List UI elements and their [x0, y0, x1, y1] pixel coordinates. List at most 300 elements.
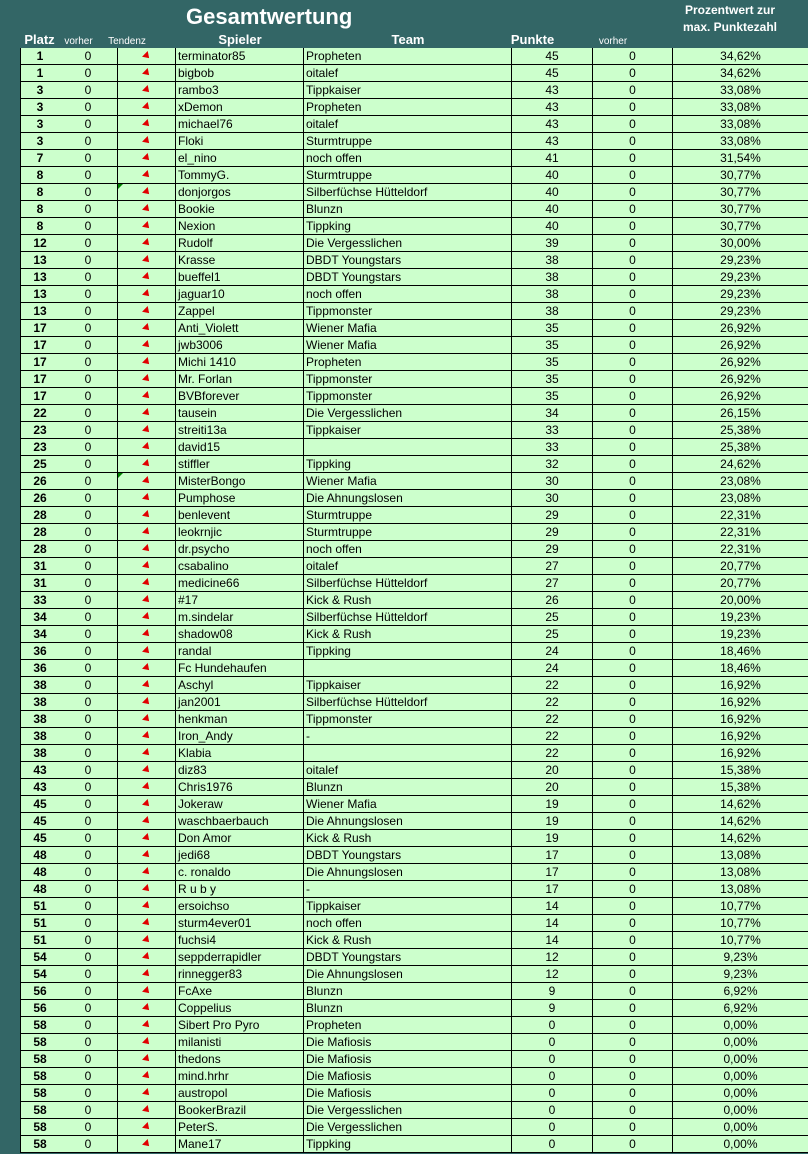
cell-spieler[interactable]: Anti_Violett [176, 320, 304, 337]
cell-vorher2[interactable]: 0 [593, 745, 673, 762]
table-row[interactable] [20, 915, 808, 932]
cell-team[interactable]: Kick & Rush [304, 626, 512, 643]
cell-tendenz[interactable] [118, 1034, 176, 1051]
table-row[interactable] [20, 456, 808, 473]
cell-vorher[interactable]: 0 [59, 1136, 118, 1153]
cell-vorher[interactable]: 0 [59, 507, 118, 524]
cell-punkte[interactable]: 26 [512, 592, 593, 609]
cell-tendenz[interactable] [118, 762, 176, 779]
cell-punkte[interactable]: 22 [512, 728, 593, 745]
table-row[interactable] [20, 1085, 808, 1102]
cell-platz[interactable]: 58 [20, 1068, 60, 1085]
cell-team[interactable]: Die Vergesslichen [304, 235, 512, 252]
cell-punkte[interactable]: 17 [512, 864, 593, 881]
cell-vorher[interactable]: 0 [59, 65, 118, 82]
cell-platz[interactable]: 23 [20, 439, 60, 456]
cell-punkte[interactable]: 40 [512, 167, 593, 184]
cell-vorher2[interactable]: 0 [593, 847, 673, 864]
cell-vorher[interactable]: 0 [59, 813, 118, 830]
cell-percent[interactable]: 34,62% [673, 48, 808, 65]
cell-spieler[interactable]: el_nino [176, 150, 304, 167]
cell-tendenz[interactable] [118, 881, 176, 898]
table-row[interactable] [20, 507, 808, 524]
cell-tendenz[interactable] [118, 337, 176, 354]
cell-punkte[interactable]: 41 [512, 150, 593, 167]
cell-team[interactable]: Die Ahnungslosen [304, 966, 512, 983]
cell-platz[interactable]: 48 [20, 847, 60, 864]
cell-platz[interactable]: 31 [20, 558, 60, 575]
cell-platz[interactable]: 36 [20, 643, 60, 660]
cell-vorher2[interactable]: 0 [593, 932, 673, 949]
cell-team[interactable]: Silberfüchse Hütteldorf [304, 575, 512, 592]
table-row[interactable] [20, 422, 808, 439]
cell-punkte[interactable]: 35 [512, 337, 593, 354]
cell-percent[interactable]: 0,00% [673, 1119, 808, 1136]
cell-team[interactable]: Tippmonster [304, 388, 512, 405]
cell-platz[interactable]: 26 [20, 473, 60, 490]
cell-punkte[interactable]: 22 [512, 677, 593, 694]
cell-percent[interactable]: 33,08% [673, 133, 808, 150]
cell-tendenz[interactable] [118, 371, 176, 388]
cell-team[interactable]: Die Mafiosis [304, 1034, 512, 1051]
cell-tendenz[interactable] [118, 694, 176, 711]
cell-vorher2[interactable]: 0 [593, 1136, 673, 1153]
cell-percent[interactable]: 6,92% [673, 1000, 808, 1017]
cell-vorher[interactable]: 0 [59, 915, 118, 932]
table-row[interactable] [20, 473, 808, 490]
cell-spieler[interactable]: Mr. Forlan [176, 371, 304, 388]
cell-vorher[interactable]: 0 [59, 1051, 118, 1068]
cell-team[interactable]: Die Mafiosis [304, 1068, 512, 1085]
cell-platz[interactable]: 28 [20, 524, 60, 541]
cell-spieler[interactable]: jedi68 [176, 847, 304, 864]
cell-tendenz[interactable] [118, 677, 176, 694]
cell-team[interactable]: Wiener Mafia [304, 320, 512, 337]
table-row[interactable] [20, 728, 808, 745]
cell-punkte[interactable]: 22 [512, 711, 593, 728]
cell-spieler[interactable]: Nexion [176, 218, 304, 235]
cell-vorher[interactable]: 0 [59, 439, 118, 456]
cell-percent[interactable]: 30,77% [673, 184, 808, 201]
cell-vorher2[interactable]: 0 [593, 1068, 673, 1085]
cell-tendenz[interactable] [118, 779, 176, 796]
cell-spieler[interactable]: jwb3006 [176, 337, 304, 354]
cell-vorher2[interactable]: 0 [593, 473, 673, 490]
cell-team[interactable]: Kick & Rush [304, 830, 512, 847]
cell-spieler[interactable]: #17 [176, 592, 304, 609]
cell-tendenz[interactable] [118, 524, 176, 541]
cell-tendenz[interactable] [118, 1068, 176, 1085]
cell-tendenz[interactable] [118, 1085, 176, 1102]
cell-platz[interactable]: 17 [20, 388, 60, 405]
cell-percent[interactable]: 9,23% [673, 949, 808, 966]
table-row[interactable] [20, 371, 808, 388]
cell-percent[interactable]: 16,92% [673, 677, 808, 694]
cell-team[interactable]: DBDT Youngstars [304, 252, 512, 269]
cell-vorher2[interactable]: 0 [593, 150, 673, 167]
cell-vorher[interactable]: 0 [59, 830, 118, 847]
cell-punkte[interactable]: 40 [512, 201, 593, 218]
cell-spieler[interactable]: david15 [176, 439, 304, 456]
cell-vorher[interactable]: 0 [59, 82, 118, 99]
cell-percent[interactable]: 33,08% [673, 116, 808, 133]
cell-percent[interactable]: 25,38% [673, 439, 808, 456]
cell-vorher[interactable]: 0 [59, 1068, 118, 1085]
cell-vorher[interactable]: 0 [59, 1034, 118, 1051]
cell-spieler[interactable]: m.sindelar [176, 609, 304, 626]
cell-percent[interactable]: 16,92% [673, 694, 808, 711]
cell-vorher[interactable]: 0 [59, 711, 118, 728]
cell-tendenz[interactable] [118, 405, 176, 422]
cell-vorher2[interactable]: 0 [593, 99, 673, 116]
cell-tendenz[interactable] [118, 490, 176, 507]
cell-percent[interactable]: 13,08% [673, 864, 808, 881]
cell-punkte[interactable]: 0 [512, 1119, 593, 1136]
cell-tendenz[interactable] [118, 133, 176, 150]
cell-spieler[interactable]: ersoichso [176, 898, 304, 915]
table-row[interactable] [20, 1102, 808, 1119]
cell-vorher2[interactable]: 0 [593, 1017, 673, 1034]
cell-platz[interactable]: 45 [20, 796, 60, 813]
cell-spieler[interactable]: c. ronaldo [176, 864, 304, 881]
table-row[interactable] [20, 813, 808, 830]
cell-spieler[interactable]: Jokeraw [176, 796, 304, 813]
cell-tendenz[interactable] [118, 949, 176, 966]
cell-percent[interactable]: 13,08% [673, 881, 808, 898]
cell-spieler[interactable]: milanisti [176, 1034, 304, 1051]
cell-vorher2[interactable]: 0 [593, 983, 673, 1000]
cell-spieler[interactable]: xDemon [176, 99, 304, 116]
cell-percent[interactable]: 31,54% [673, 150, 808, 167]
cell-tendenz[interactable] [118, 48, 176, 65]
cell-percent[interactable]: 20,77% [673, 558, 808, 575]
cell-vorher[interactable]: 0 [59, 983, 118, 1000]
cell-spieler[interactable]: Krasse [176, 252, 304, 269]
cell-punkte[interactable]: 0 [512, 1034, 593, 1051]
cell-team[interactable]: DBDT Youngstars [304, 847, 512, 864]
cell-tendenz[interactable] [118, 626, 176, 643]
cell-punkte[interactable]: 40 [512, 218, 593, 235]
cell-vorher2[interactable]: 0 [593, 830, 673, 847]
cell-platz[interactable]: 43 [20, 762, 60, 779]
cell-spieler[interactable]: Sibert Pro Pyro [176, 1017, 304, 1034]
cell-platz[interactable]: 51 [20, 898, 60, 915]
cell-spieler[interactable]: R u b y [176, 881, 304, 898]
cell-platz[interactable]: 38 [20, 711, 60, 728]
cell-team[interactable]: Blunzn [304, 201, 512, 218]
cell-platz[interactable]: 34 [20, 626, 60, 643]
cell-tendenz[interactable] [118, 439, 176, 456]
cell-team[interactable]: DBDT Youngstars [304, 269, 512, 286]
cell-percent[interactable]: 6,92% [673, 983, 808, 1000]
cell-vorher[interactable]: 0 [59, 388, 118, 405]
cell-punkte[interactable]: 45 [512, 48, 593, 65]
cell-platz[interactable]: 58 [20, 1119, 60, 1136]
cell-tendenz[interactable] [118, 609, 176, 626]
cell-punkte[interactable]: 20 [512, 779, 593, 796]
cell-spieler[interactable]: Rudolf [176, 235, 304, 252]
cell-spieler[interactable]: Bookie [176, 201, 304, 218]
cell-team[interactable] [304, 439, 512, 456]
cell-spieler[interactable]: tausein [176, 405, 304, 422]
cell-vorher2[interactable]: 0 [593, 898, 673, 915]
table-row[interactable] [20, 235, 808, 252]
cell-spieler[interactable]: streiti13a [176, 422, 304, 439]
cell-tendenz[interactable] [118, 983, 176, 1000]
cell-spieler[interactable]: donjorgos [176, 184, 304, 201]
table-row[interactable] [20, 660, 808, 677]
cell-platz[interactable]: 48 [20, 864, 60, 881]
cell-vorher[interactable]: 0 [59, 677, 118, 694]
table-row[interactable] [20, 1051, 808, 1068]
table-row[interactable] [20, 949, 808, 966]
table-row[interactable] [20, 320, 808, 337]
table-row[interactable] [20, 1034, 808, 1051]
cell-platz[interactable]: 58 [20, 1017, 60, 1034]
cell-platz[interactable]: 38 [20, 677, 60, 694]
cell-team[interactable]: Die Vergesslichen [304, 1102, 512, 1119]
table-row[interactable] [20, 48, 808, 65]
table-row[interactable] [20, 99, 808, 116]
cell-spieler[interactable]: benlevent [176, 507, 304, 524]
cell-platz[interactable]: 28 [20, 541, 60, 558]
cell-team[interactable]: Tippmonster [304, 303, 512, 320]
cell-spieler[interactable]: randal [176, 643, 304, 660]
cell-punkte[interactable]: 39 [512, 235, 593, 252]
cell-platz[interactable]: 8 [20, 184, 60, 201]
cell-punkte[interactable]: 24 [512, 643, 593, 660]
table-row[interactable] [20, 847, 808, 864]
cell-platz[interactable]: 22 [20, 405, 60, 422]
comment-indicator-icon[interactable] [118, 473, 123, 478]
cell-spieler[interactable]: sturm4ever01 [176, 915, 304, 932]
cell-tendenz[interactable] [118, 422, 176, 439]
cell-platz[interactable]: 3 [20, 133, 60, 150]
cell-percent[interactable]: 10,77% [673, 898, 808, 915]
cell-vorher2[interactable]: 0 [593, 592, 673, 609]
cell-tendenz[interactable] [118, 1119, 176, 1136]
cell-team[interactable]: Silberfüchse Hütteldorf [304, 184, 512, 201]
cell-vorher2[interactable]: 0 [593, 541, 673, 558]
cell-vorher2[interactable]: 0 [593, 915, 673, 932]
cell-tendenz[interactable] [118, 473, 176, 490]
cell-percent[interactable]: 14,62% [673, 813, 808, 830]
cell-percent[interactable]: 30,77% [673, 167, 808, 184]
cell-spieler[interactable]: BVBforever [176, 388, 304, 405]
cell-team[interactable]: oitalef [304, 65, 512, 82]
cell-percent[interactable]: 14,62% [673, 796, 808, 813]
cell-platz[interactable]: 45 [20, 830, 60, 847]
cell-vorher2[interactable]: 0 [593, 643, 673, 660]
table-row[interactable] [20, 575, 808, 592]
cell-punkte[interactable]: 19 [512, 813, 593, 830]
cell-vorher[interactable]: 0 [59, 694, 118, 711]
table-row[interactable] [20, 592, 808, 609]
cell-percent[interactable]: 20,77% [673, 575, 808, 592]
cell-team[interactable]: Tippking [304, 218, 512, 235]
cell-vorher2[interactable]: 0 [593, 949, 673, 966]
cell-percent[interactable]: 30,77% [673, 218, 808, 235]
cell-vorher[interactable]: 0 [59, 949, 118, 966]
cell-team[interactable]: Die Mafiosis [304, 1051, 512, 1068]
cell-punkte[interactable]: 43 [512, 82, 593, 99]
cell-percent[interactable]: 26,92% [673, 354, 808, 371]
cell-spieler[interactable]: Chris1976 [176, 779, 304, 796]
cell-vorher2[interactable]: 0 [593, 762, 673, 779]
cell-spieler[interactable]: FcAxe [176, 983, 304, 1000]
cell-percent[interactable]: 18,46% [673, 660, 808, 677]
cell-tendenz[interactable] [118, 813, 176, 830]
cell-tendenz[interactable] [118, 592, 176, 609]
cell-team[interactable]: oitalef [304, 762, 512, 779]
table-row[interactable] [20, 1000, 808, 1017]
cell-punkte[interactable]: 29 [512, 541, 593, 558]
cell-spieler[interactable]: shadow08 [176, 626, 304, 643]
cell-percent[interactable]: 23,08% [673, 490, 808, 507]
cell-percent[interactable]: 25,38% [673, 422, 808, 439]
cell-spieler[interactable]: MisterBongo [176, 473, 304, 490]
cell-tendenz[interactable] [118, 796, 176, 813]
cell-spieler[interactable]: seppderrapidler [176, 949, 304, 966]
cell-percent[interactable]: 19,23% [673, 626, 808, 643]
cell-spieler[interactable]: Mane17 [176, 1136, 304, 1153]
table-row[interactable] [20, 133, 808, 150]
cell-tendenz[interactable] [118, 388, 176, 405]
cell-percent[interactable]: 33,08% [673, 82, 808, 99]
cell-team[interactable]: oitalef [304, 116, 512, 133]
cell-team[interactable]: Tippking [304, 456, 512, 473]
cell-tendenz[interactable] [118, 82, 176, 99]
cell-vorher[interactable]: 0 [59, 116, 118, 133]
cell-vorher[interactable]: 0 [59, 626, 118, 643]
table-row[interactable] [20, 388, 808, 405]
cell-vorher2[interactable]: 0 [593, 235, 673, 252]
cell-tendenz[interactable] [118, 660, 176, 677]
cell-vorher[interactable]: 0 [59, 456, 118, 473]
cell-vorher2[interactable]: 0 [593, 1119, 673, 1136]
cell-percent[interactable]: 15,38% [673, 779, 808, 796]
table-row[interactable] [20, 286, 808, 303]
cell-vorher[interactable]: 0 [59, 609, 118, 626]
cell-vorher[interactable]: 0 [59, 745, 118, 762]
cell-percent[interactable]: 22,31% [673, 541, 808, 558]
cell-team[interactable]: Wiener Mafia [304, 796, 512, 813]
cell-spieler[interactable]: jaguar10 [176, 286, 304, 303]
table-row[interactable] [20, 966, 808, 983]
cell-percent[interactable]: 22,31% [673, 524, 808, 541]
cell-vorher2[interactable]: 0 [593, 728, 673, 745]
cell-vorher[interactable]: 0 [59, 881, 118, 898]
cell-punkte[interactable]: 43 [512, 99, 593, 116]
cell-team[interactable]: Sturmtruppe [304, 167, 512, 184]
cell-punkte[interactable]: 19 [512, 830, 593, 847]
cell-percent[interactable]: 26,92% [673, 320, 808, 337]
cell-punkte[interactable]: 35 [512, 388, 593, 405]
cell-vorher[interactable]: 0 [59, 99, 118, 116]
cell-tendenz[interactable] [118, 1000, 176, 1017]
cell-spieler[interactable]: henkman [176, 711, 304, 728]
cell-spieler[interactable]: terminator85 [176, 48, 304, 65]
cell-tendenz[interactable] [118, 898, 176, 915]
cell-vorher2[interactable]: 0 [593, 65, 673, 82]
cell-punkte[interactable]: 25 [512, 609, 593, 626]
cell-punkte[interactable]: 9 [512, 983, 593, 1000]
cell-percent[interactable]: 34,62% [673, 65, 808, 82]
cell-team[interactable]: Kick & Rush [304, 592, 512, 609]
table-row[interactable] [20, 354, 808, 371]
cell-platz[interactable]: 7 [20, 150, 60, 167]
cell-tendenz[interactable] [118, 728, 176, 745]
cell-team[interactable]: Die Ahnungslosen [304, 813, 512, 830]
cell-tendenz[interactable] [118, 303, 176, 320]
cell-platz[interactable]: 3 [20, 116, 60, 133]
cell-tendenz[interactable] [118, 65, 176, 82]
cell-vorher2[interactable]: 0 [593, 609, 673, 626]
cell-tendenz[interactable] [118, 1051, 176, 1068]
cell-punkte[interactable]: 29 [512, 507, 593, 524]
cell-percent[interactable]: 0,00% [673, 1136, 808, 1153]
cell-percent[interactable]: 29,23% [673, 303, 808, 320]
cell-vorher[interactable]: 0 [59, 660, 118, 677]
cell-spieler[interactable]: thedons [176, 1051, 304, 1068]
cell-percent[interactable]: 29,23% [673, 269, 808, 286]
cell-team[interactable]: Tippkaiser [304, 677, 512, 694]
cell-vorher2[interactable]: 0 [593, 422, 673, 439]
cell-percent[interactable]: 26,92% [673, 337, 808, 354]
cell-percent[interactable]: 29,23% [673, 252, 808, 269]
cell-vorher[interactable]: 0 [59, 218, 118, 235]
table-row[interactable] [20, 1017, 808, 1034]
cell-team[interactable]: Blunzn [304, 779, 512, 796]
cell-platz[interactable]: 38 [20, 745, 60, 762]
cell-tendenz[interactable] [118, 320, 176, 337]
cell-team[interactable]: - [304, 881, 512, 898]
cell-vorher[interactable]: 0 [59, 184, 118, 201]
cell-punkte[interactable]: 33 [512, 422, 593, 439]
cell-vorher2[interactable]: 0 [593, 286, 673, 303]
cell-spieler[interactable]: Aschyl [176, 677, 304, 694]
cell-vorher2[interactable]: 0 [593, 320, 673, 337]
table-row[interactable] [20, 524, 808, 541]
cell-team[interactable]: Die Vergesslichen [304, 1119, 512, 1136]
cell-vorher2[interactable]: 0 [593, 507, 673, 524]
cell-platz[interactable]: 17 [20, 320, 60, 337]
cell-vorher[interactable]: 0 [59, 1085, 118, 1102]
cell-vorher2[interactable]: 0 [593, 116, 673, 133]
cell-punkte[interactable]: 45 [512, 65, 593, 82]
cell-vorher[interactable]: 0 [59, 422, 118, 439]
cell-punkte[interactable]: 25 [512, 626, 593, 643]
cell-platz[interactable]: 58 [20, 1085, 60, 1102]
cell-percent[interactable]: 22,31% [673, 507, 808, 524]
cell-percent[interactable]: 13,08% [673, 847, 808, 864]
cell-tendenz[interactable] [118, 966, 176, 983]
cell-team[interactable]: Wiener Mafia [304, 473, 512, 490]
cell-vorher2[interactable]: 0 [593, 303, 673, 320]
cell-vorher[interactable]: 0 [59, 337, 118, 354]
cell-platz[interactable]: 33 [20, 592, 60, 609]
cell-punkte[interactable]: 43 [512, 116, 593, 133]
table-row[interactable] [20, 1136, 808, 1153]
table-row[interactable] [20, 490, 808, 507]
cell-vorher2[interactable]: 0 [593, 711, 673, 728]
cell-vorher[interactable]: 0 [59, 201, 118, 218]
cell-tendenz[interactable] [118, 745, 176, 762]
cell-vorher2[interactable]: 0 [593, 218, 673, 235]
cell-team[interactable]: Propheten [304, 1017, 512, 1034]
cell-tendenz[interactable] [118, 932, 176, 949]
table-row[interactable] [20, 626, 808, 643]
